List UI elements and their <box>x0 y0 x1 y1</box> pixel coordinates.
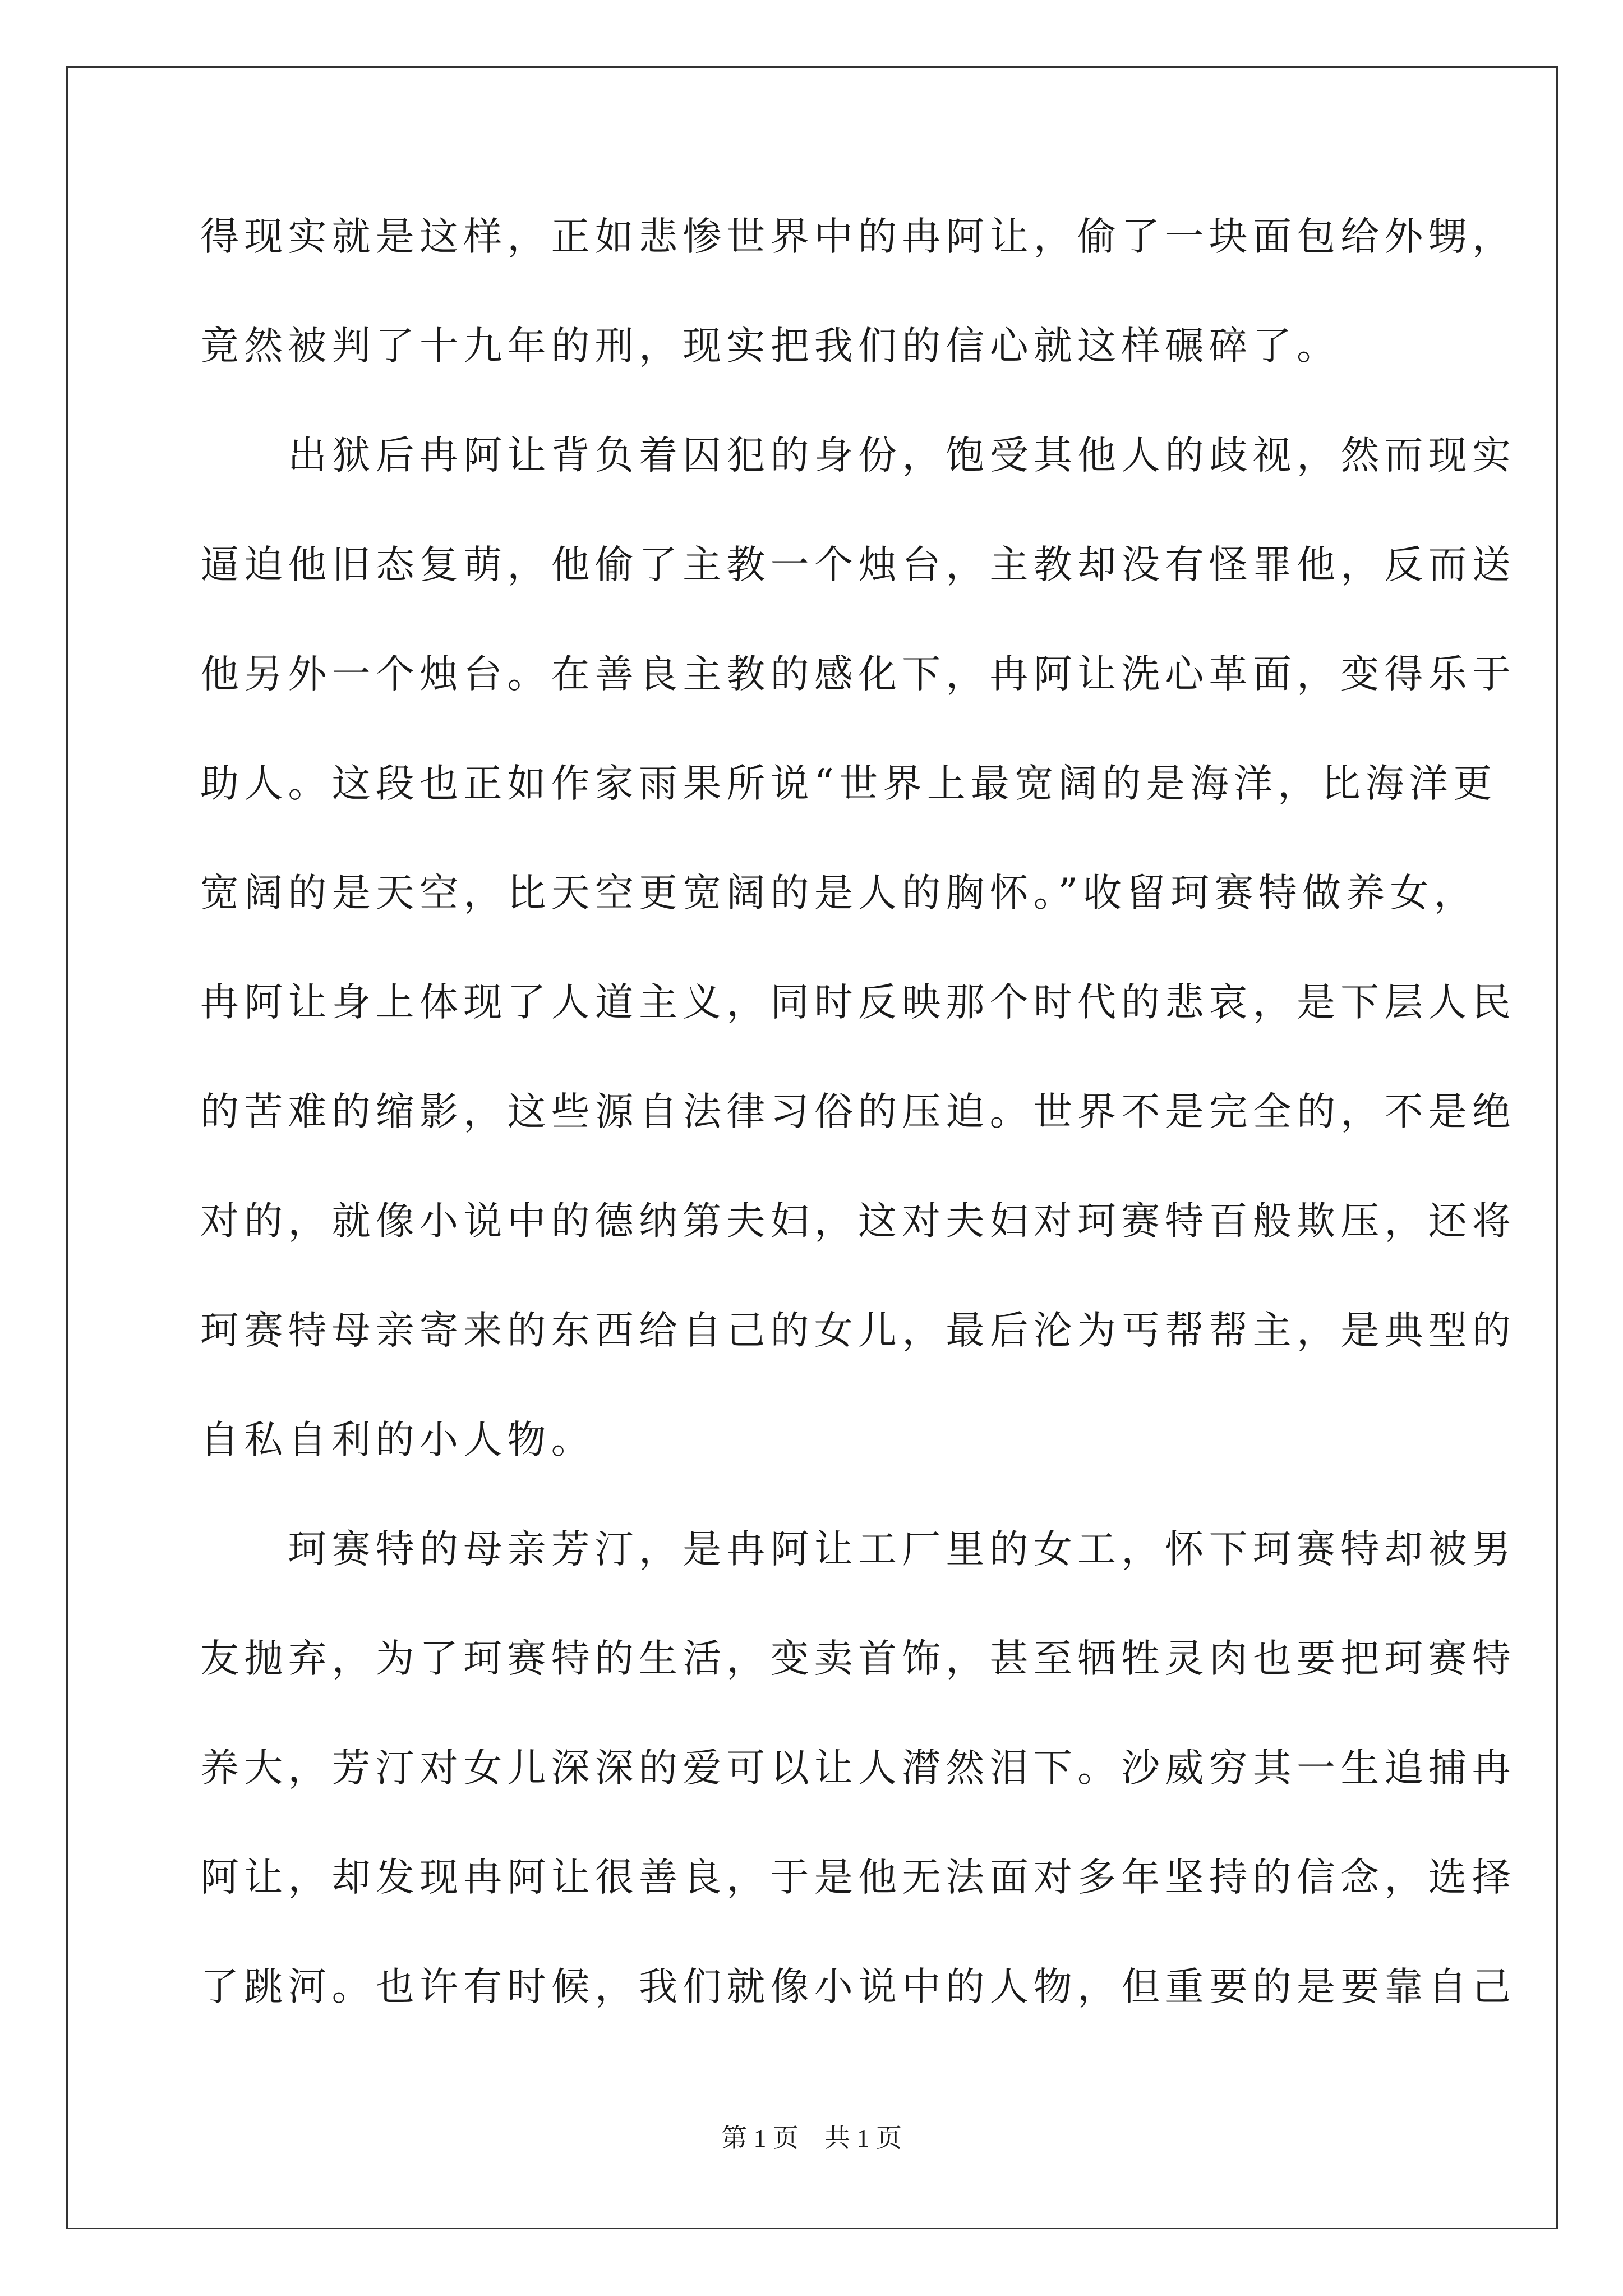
text-line: 珂赛特母亲寄来的东西给自己的女儿，最后沦为丐帮帮主，是典型的 <box>200 1308 1516 1353</box>
text-line: 竟然被判了十九年的刑，现实把我们的信心就这样碾碎了。 <box>200 324 1341 369</box>
text-line: 得现实就是这样，正如悲惨世界中的冉阿让，偷了一块面包给外甥， <box>200 214 1516 259</box>
text-line: 友抛弃，为了珂赛特的生活，变卖首饰，甚至牺牲灵肉也要把珂赛特 <box>200 1636 1516 1681</box>
text-line: 逼迫他旧态复萌，他偷了主教一个烛台，主教却没有怪罪他，反而送 <box>200 542 1516 587</box>
text-line: 阿让，却发现冉阿让很善良，于是他无法面对多年坚持的信念，选择 <box>200 1855 1516 1900</box>
page-number-footer: 第 1 页 共 1 页 <box>721 2124 902 2152</box>
text-line: 宽阔的是天空，比天空更宽阔的是人的胸怀。”收留珂赛特做养女， <box>200 871 1478 915</box>
text-line: 助人。这段也正如作家雨果所说“世界上最宽阔的是海洋，比海洋更 <box>200 761 1497 806</box>
text-line: 珂赛特的母亲芳汀，是冉阿让工厂里的女工，怀下珂赛特却被男 <box>200 1527 1516 1572</box>
text-line: 了跳河。也许有时候，我们就像小说中的人物，但重要的是要靠自己 <box>200 1964 1516 2009</box>
text-line: 对的，就像小说中的德纳第夫妇，这对夫妇对珂赛特百般欺压，还将 <box>200 1199 1516 1244</box>
text-line: 的苦难的缩影，这些源自法律习俗的压迫。世界不是完全的，不是绝 <box>200 1089 1516 1134</box>
text-line: 自私自利的小人物。 <box>200 1418 595 1462</box>
text-line: 出狱后冉阿让背负着囚犯的身份，饱受其他人的歧视，然而现实 <box>200 433 1516 478</box>
text-line: 他另外一个烛台。在善良主教的感化下，冉阿让洗心革面，变得乐于 <box>200 652 1516 697</box>
text-line: 冉阿让身上体现了人道主义，同时反映那个时代的悲哀，是下层人民 <box>200 980 1516 1025</box>
text-line: 养大，芳汀对女儿深深的爱可以让人潸然泪下。沙威穷其一生追捕冉 <box>200 1746 1516 1791</box>
